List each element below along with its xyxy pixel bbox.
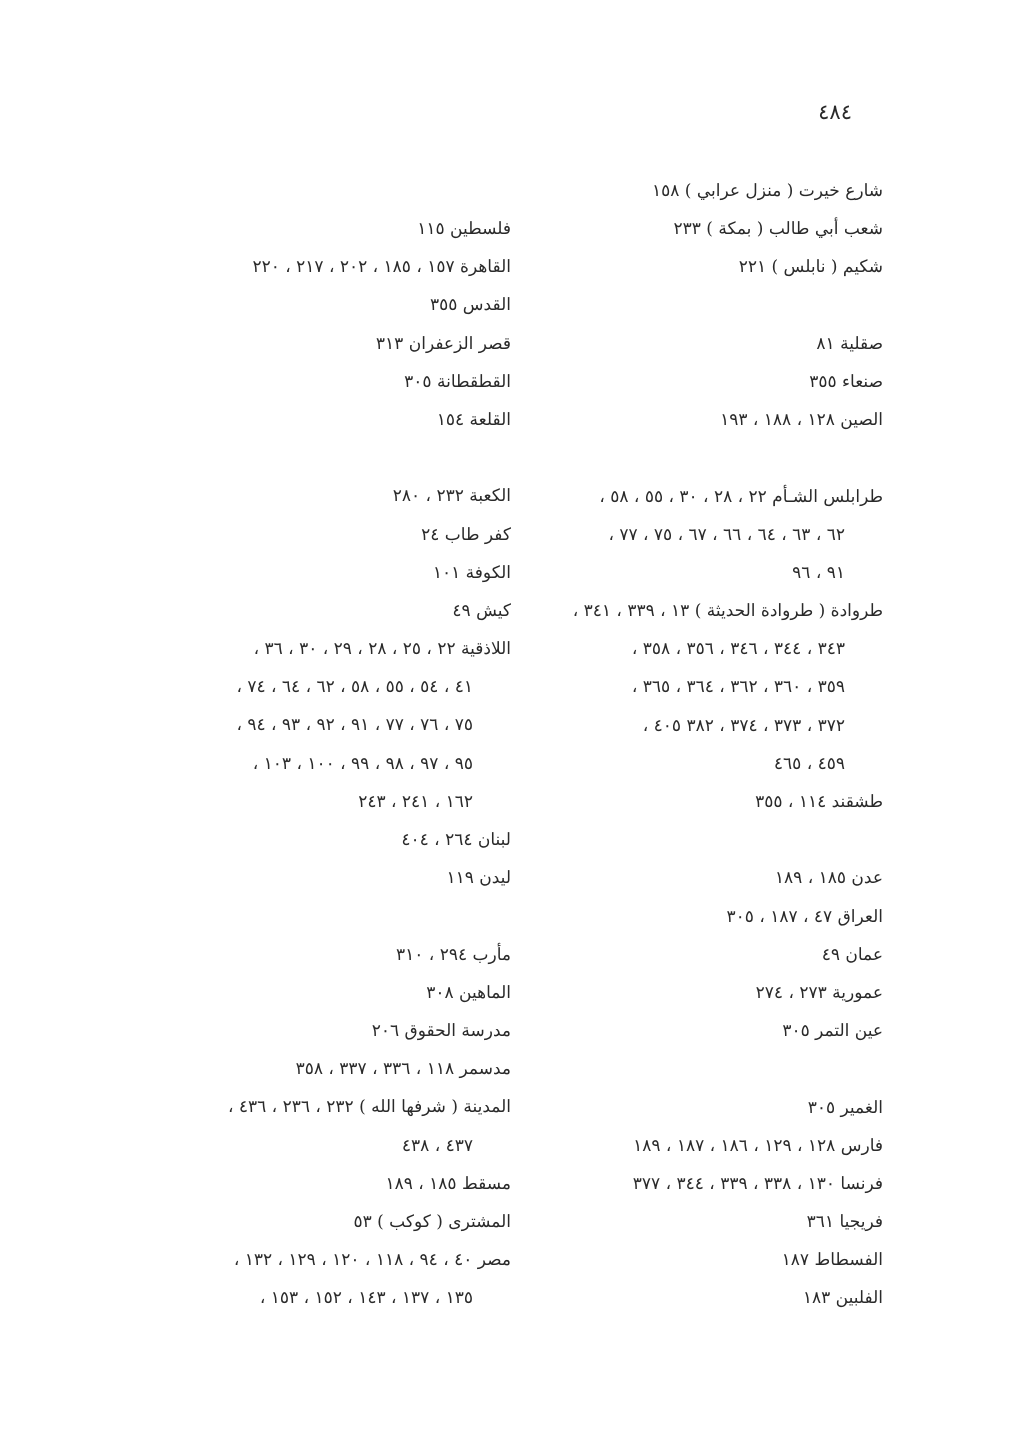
index-entry-continuation: ٤٥٩ ، ٤٦٥	[773, 753, 845, 774]
index-entry: المدينة ( شرفها الله ) ٢٣٢ ، ٢٣٦ ، ٤٣٦ ،	[227, 1097, 511, 1118]
index-entry: القطقطانة ٣٠٥	[404, 371, 511, 392]
index-entry-continuation: ٣٥٩ ، ٣٦٠ ، ٣٦٢ ، ٣٦٤ ، ٣٦٥ ،	[631, 677, 845, 698]
index-entry: الكوفة ١٠١	[432, 562, 511, 583]
index-entry-continuation: ٣٤٣ ، ٣٤٤ ، ٣٤٦ ، ٣٥٦ ، ٣٥٨ ،	[631, 639, 845, 660]
index-entry: طروادة ( طروادة الحديثة ) ١٣ ، ٣٣٩ ، ٣٤١ ،	[572, 601, 883, 622]
index-entry: فرنسا ١٣٠ ، ٣٣٨ ، ٣٣٩ ، ٣٤٤ ، ٣٧٧	[632, 1173, 883, 1194]
index-entry: كيش ٤٩	[452, 600, 511, 621]
index-entry: مدرسة الحقوق ٢٠٦	[371, 1020, 511, 1041]
index-entry: قصر الزعفران ٣١٣	[375, 333, 511, 354]
index-column-left	[151, 210, 511, 1317]
index-entry: الغمير ٣٠٥	[807, 1097, 883, 1118]
index-entry: صنعاء ٣٥٥	[809, 371, 883, 392]
index-entry-continuation: ٦٢ ، ٦٣ ، ٦٤ ، ٦٦ ، ٦٧ ، ٧٥ ، ٧٧ ،	[608, 524, 845, 545]
index-entry-continuation: ١٦٢ ، ٢٤١ ، ٢٤٣	[358, 791, 473, 812]
index-entry: عدن ١٨٥ ، ١٨٩	[774, 868, 883, 889]
section-gap	[533, 439, 883, 477]
index-entry: لبنان ٢٦٤ ، ٤٠٤	[401, 830, 511, 850]
index-entry: عمان ٤٩	[821, 944, 883, 965]
index-entry-continuation: ٩١ ، ٩٦	[792, 562, 845, 583]
index-entry: القدس ٣٥٥	[430, 295, 511, 316]
index-entry-continuation: ٧٥ ، ٧٦ ، ٧٧ ، ٩١ ، ٩٢ ، ٩٣ ، ٩٤ ،	[236, 715, 473, 736]
section-gap	[533, 1050, 883, 1088]
section-gap	[151, 439, 511, 477]
page-number: ٤٨٤	[818, 100, 852, 124]
index-entry: اللاذقية ٢٢ ، ٢٥ ، ٢٨ ، ٢٩ ، ٣٠ ، ٣٦ ،	[253, 639, 511, 660]
index-entry: فارس ١٢٨ ، ١٢٩ ، ١٨٦ ، ١٨٧ ، ١٨٩	[633, 1135, 883, 1156]
section-gap	[533, 821, 883, 859]
index-entry: ليدن ١١٩	[446, 868, 511, 889]
index-entry: شعب أبي طالب ( بمكة ) ٢٣٣	[673, 219, 883, 240]
index-entry-continuation: ١٣٥ ، ١٣٧ ، ١٤٣ ، ١٥٢ ، ١٥٣ ،	[259, 1288, 473, 1309]
index-entry: كفر طاب ٢٤	[421, 524, 511, 545]
index-entry: الفسطاط ١٨٧	[781, 1250, 883, 1271]
index-entry: القاهرة ١٥٧ ، ١٨٥ ، ٢٠٢ ، ٢١٧ ، ٢٢٠	[252, 257, 511, 278]
index-entry: الفلبين ١٨٣	[802, 1288, 883, 1309]
index-entry: مدسمر ١١٨ ، ٣٣٦ ، ٣٣٧ ، ٣٥٨	[295, 1059, 511, 1080]
index-entry: صقلية ٨١	[816, 333, 883, 354]
index-entry: فريجيا ٣٦١	[806, 1212, 883, 1233]
index-entry: شكيم ( نابلس ) ٢٢١	[738, 257, 883, 278]
index-entry: الماهين ٣٠٨	[426, 982, 511, 1003]
index-entry: فلسطين ١١٥	[417, 219, 511, 239]
index-entry: طشقند ١١٤ ، ٣٥٥	[755, 792, 883, 812]
index-entry: عين التمر ٣٠٥	[782, 1021, 883, 1042]
section-gap	[151, 897, 511, 935]
index-entry: الصين ١٢٨ ، ١٨٨ ، ١٩٣	[720, 410, 883, 431]
index-entry: مسقط ١٨٥ ، ١٨٩	[385, 1173, 511, 1194]
index-entry: مأرب ٢٩٤ ، ٣١٠	[395, 944, 511, 965]
index-entry: طرابلس الشـأم ٢٢ ، ٢٨ ، ٣٠ ، ٥٥ ، ٥٨ ،	[599, 486, 883, 507]
index-entry: الكعبة ٢٣٢ ، ٢٨٠	[392, 486, 511, 507]
index-entry: المشترى ( كوكب ) ٥٣	[353, 1211, 511, 1232]
index-entry: القلعة ١٥٤	[436, 409, 511, 430]
index-entry-continuation: ٣٧٢ ، ٣٧٣ ، ٣٧٤ ، ٣٨٢ ٤٠٥ ،	[642, 715, 845, 736]
index-entry: مصر ٤٠ ، ٩٤ ، ١١٨ ، ١٢٠ ، ١٢٩ ، ١٣٢ ،	[233, 1250, 511, 1271]
index-entry-continuation: ٩٥ ، ٩٧ ، ٩٨ ، ٩٩ ، ١٠٠ ، ١٠٣ ،	[252, 753, 473, 774]
index-entry: شارع خيرت ( منزل عرابي ) ١٥٨	[651, 181, 883, 201]
index-column-right	[533, 172, 883, 1318]
index-entry-continuation: ٤١ ، ٥٤ ، ٥٥ ، ٥٨ ، ٦٢ ، ٦٤ ، ٧٤ ،	[236, 677, 473, 698]
index-entry: عمورية ٢٧٣ ، ٢٧٤	[755, 982, 883, 1003]
index-entry: العراق ٤٧ ، ١٨٧ ، ٣٠٥	[726, 906, 883, 927]
section-gap	[533, 287, 883, 325]
index-entry-continuation: ٤٣٧ ، ٤٣٨	[401, 1135, 473, 1156]
